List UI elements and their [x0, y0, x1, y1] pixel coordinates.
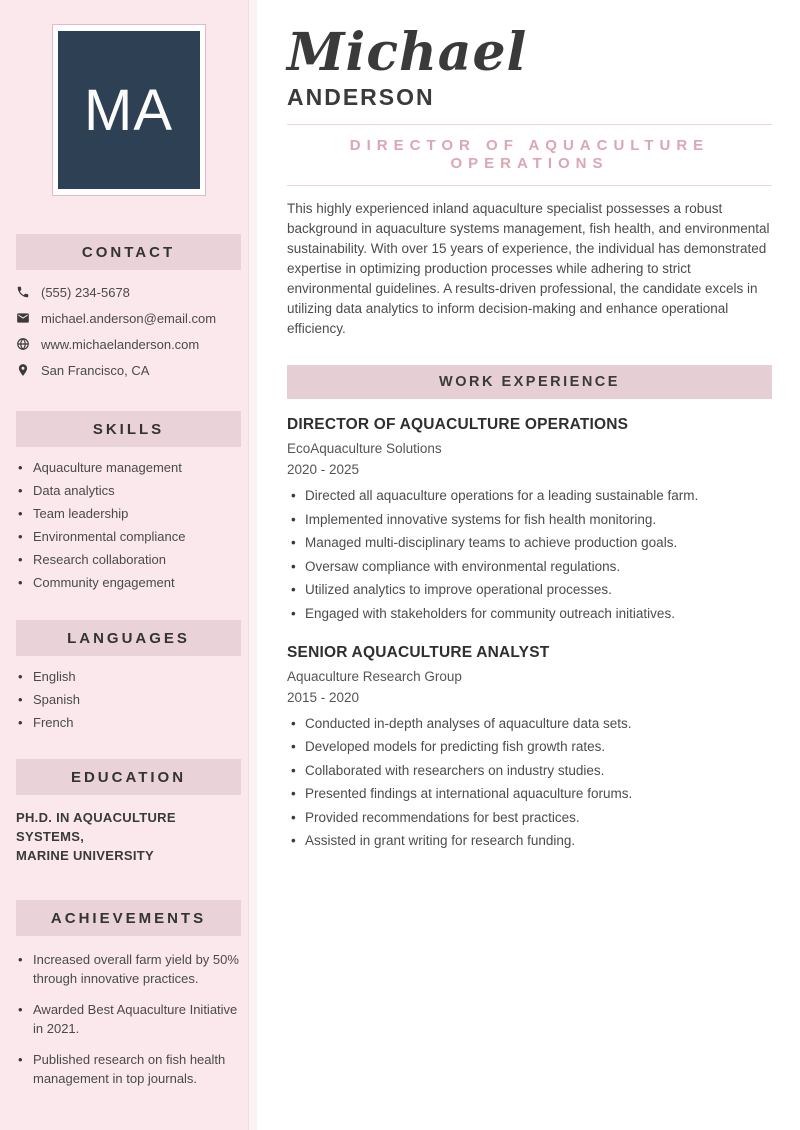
contact-location-row — [16, 357, 241, 383]
job-headline-block — [287, 124, 772, 186]
contact-website-row — [16, 331, 241, 357]
job-dates: 2020 - 2025 — [287, 462, 360, 477]
languages-section-heading: LANGUAGES — [16, 620, 241, 656]
last-name: ANDERSON — [287, 84, 435, 110]
contact-email: michael.anderson@email.com — [41, 310, 217, 326]
achievement-item: • Published research on fish health management in top journals. — [16, 1050, 241, 1088]
job-bullet: • Developed models for predicting fish growth rates. — [287, 738, 772, 755]
job-bullet-list — [287, 715, 772, 850]
job-title: DIRECTOR OF AQUACULTURE OPERATIONS — [287, 416, 629, 433]
job-bullet: • Conducted in-depth analyses of aquaculture data sets. — [287, 715, 772, 732]
profile-summary: This highly experienced inland aquaculture specialist possesses a robust background in aquaculture systems management, fish health, and environmental sustainability. With over 15 years of experience, the individual has demonstrated expertise in optimizing production processes while adhering to strict environmental guidelines. A results-driven professional, the candidate excels in utilizing data analytics to inform decision-making and enhance operational efficiency. — [287, 201, 770, 336]
job-company: Aquaculture Research Group — [287, 668, 462, 684]
education-degree-line2: MARINE UNIVERSITY — [16, 848, 155, 863]
skill-item: • Environmental compliance — [16, 525, 241, 548]
achievement-item: • Increased overall farm yield by 50% through innovative practices. — [16, 950, 241, 988]
job-bullet: • Collaborated with researchers on industry studies. — [287, 762, 772, 779]
job-bullet: • Utilized analytics to improve operational processes. — [287, 581, 772, 598]
skills-list — [16, 456, 241, 594]
work-experience-heading: WORK EXPERIENCE — [287, 365, 772, 399]
contact-website: www.michaelanderson.com — [41, 336, 200, 352]
avatar — [52, 24, 206, 196]
job-entry — [287, 644, 772, 850]
skill-item: • Research collaboration — [16, 548, 241, 571]
job-dates: 2015 - 2020 — [287, 689, 360, 705]
contact-phone: (555) 234-5678 — [41, 284, 130, 300]
language-item: • Spanish — [16, 688, 241, 711]
language-item: • English — [16, 665, 241, 688]
job-entry — [287, 416, 772, 622]
contact-email-row — [16, 305, 241, 331]
main-content — [257, 0, 800, 1130]
location-pin-icon — [16, 363, 30, 377]
job-bullet: • Provided recommendations for best practices. — [287, 809, 772, 826]
contact-phone-row — [16, 279, 241, 305]
language-item: • French — [16, 711, 241, 734]
job-headline: DIRECTOR OF AQUACULTURE OPERATIONS — [349, 137, 710, 172]
achievement-item: • Awarded Best Aquaculture Initiative in 2021. — [16, 1000, 241, 1038]
job-bullet: • Engaged with stakeholders for community outreach initiatives. — [287, 605, 772, 622]
skills-section-heading: SKILLS — [16, 411, 241, 447]
contact-list — [16, 279, 241, 383]
job-bullet: • Assisted in grant writing for research funding. — [287, 832, 772, 849]
job-bullet: • Implemented innovative systems for fish health monitoring. — [287, 511, 772, 528]
skill-item: • Aquaculture management — [16, 456, 241, 479]
avatar-monogram-box — [58, 31, 200, 189]
job-bullet-list — [287, 487, 772, 622]
job-company: EcoAquaculture Solutions — [287, 441, 442, 456]
skill-item: • Community engagement — [16, 571, 241, 594]
skill-item: • Team leadership — [16, 502, 241, 525]
achievements-section-heading: ACHIEVEMENTS — [16, 900, 241, 936]
first-name: Michael — [287, 22, 528, 83]
skill-item: • Data analytics — [16, 479, 241, 502]
education-degree-line1: PH.D. IN AQUACULTURE SYSTEMS, — [16, 810, 176, 844]
education-section-heading: EDUCATION — [16, 759, 241, 795]
job-bullet: • Oversaw compliance with environmental regulations. — [287, 558, 772, 575]
contact-location: San Francisco, CA — [41, 362, 150, 378]
contact-section-heading: CONTACT — [16, 234, 241, 270]
achievements-list — [16, 950, 241, 1088]
job-title: SENIOR AQUACULTURE ANALYST — [287, 643, 550, 661]
education-degree — [16, 808, 241, 865]
job-bullet: • Presented findings at international aquaculture forums. — [287, 785, 772, 802]
avatar-initials: MA — [84, 77, 173, 143]
email-icon — [16, 311, 30, 325]
phone-icon — [16, 285, 30, 299]
globe-icon — [16, 337, 30, 351]
languages-list — [16, 665, 241, 734]
job-bullet: • Managed multi-disciplinary teams to achieve production goals. — [287, 534, 772, 551]
job-bullet: • Directed all aquaculture operations for a leading sustainable farm. — [287, 487, 772, 504]
sidebar — [0, 0, 257, 1130]
